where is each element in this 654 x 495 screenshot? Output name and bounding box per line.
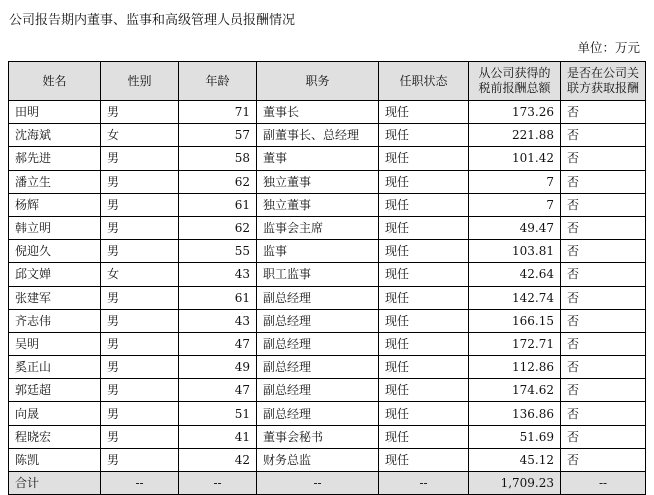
gender-cell: 男 [101, 448, 179, 471]
pay-cell: 101.42 [469, 147, 561, 170]
related-cell: 否 [561, 170, 646, 193]
total-label: 合计 [9, 472, 101, 495]
pay-cell: 174.62 [469, 379, 561, 402]
age-cell: 62 [179, 216, 257, 239]
related-cell: 否 [561, 332, 646, 355]
related-cell: 否 [561, 286, 646, 309]
status-cell: 现任 [379, 263, 469, 286]
name-cell: 向晟 [9, 402, 101, 425]
gender-cell: 男 [101, 170, 179, 193]
total-row [9, 472, 646, 495]
gender-cell: 男 [101, 193, 179, 216]
age-cell: 61 [179, 286, 257, 309]
pay-cell: 42.64 [469, 263, 561, 286]
gender-cell: 女 [101, 124, 179, 147]
age-cell: 41 [179, 425, 257, 448]
table-row [9, 379, 646, 402]
name-cell: 沈海斌 [9, 124, 101, 147]
total-status: -- [379, 472, 469, 495]
pay-cell: 136.86 [469, 402, 561, 425]
gender-cell: 男 [101, 147, 179, 170]
col-header-age: 年龄 [179, 62, 257, 101]
table-row [9, 263, 646, 286]
status-cell: 现任 [379, 402, 469, 425]
gender-cell: 男 [101, 286, 179, 309]
status-cell: 现任 [379, 286, 469, 309]
name-cell: 程晓宏 [9, 425, 101, 448]
pay-cell: 7 [469, 193, 561, 216]
position-cell: 独立董事 [257, 170, 379, 193]
pay-cell: 172.71 [469, 332, 561, 355]
age-cell: 61 [179, 193, 257, 216]
report-title: 公司报告期内董事、监事和高级管理人员报酬情况 [9, 13, 296, 28]
col-header-related-line2: 联方获取报酬 [567, 81, 640, 95]
table-row [9, 448, 646, 471]
col-header-status: 任职状态 [379, 62, 469, 101]
total-pay: 1,709.23 [469, 472, 561, 495]
gender-cell: 男 [101, 425, 179, 448]
status-cell: 现任 [379, 332, 469, 355]
age-cell: 57 [179, 124, 257, 147]
table-row [9, 356, 646, 379]
col-header-related [561, 62, 646, 101]
status-cell: 现任 [379, 124, 469, 147]
status-cell: 现任 [379, 216, 469, 239]
age-cell: 71 [179, 101, 257, 124]
age-cell: 47 [179, 332, 257, 355]
table-row [9, 332, 646, 355]
status-cell: 现任 [379, 379, 469, 402]
table-row [9, 193, 646, 216]
pay-cell: 221.88 [469, 124, 561, 147]
related-cell: 否 [561, 425, 646, 448]
position-cell: 副总经理 [257, 309, 379, 332]
position-cell: 副总经理 [257, 356, 379, 379]
gender-cell: 男 [101, 379, 179, 402]
table-row [9, 425, 646, 448]
pay-cell: 51.69 [469, 425, 561, 448]
name-cell: 郭廷超 [9, 379, 101, 402]
pay-cell: 49.47 [469, 216, 561, 239]
status-cell: 现任 [379, 193, 469, 216]
age-cell: 49 [179, 356, 257, 379]
col-header-name: 姓名 [9, 62, 101, 101]
related-cell: 否 [561, 263, 646, 286]
age-cell: 47 [179, 379, 257, 402]
related-cell: 否 [561, 379, 646, 402]
age-cell: 43 [179, 263, 257, 286]
gender-cell: 男 [101, 216, 179, 239]
position-cell: 副总经理 [257, 402, 379, 425]
status-cell: 现任 [379, 240, 469, 263]
related-cell: 否 [561, 124, 646, 147]
name-cell: 韩立明 [9, 216, 101, 239]
header-row [9, 62, 646, 101]
total-related: -- [561, 472, 646, 495]
status-cell: 现任 [379, 170, 469, 193]
total-gender: -- [101, 472, 179, 495]
pay-cell: 112.86 [469, 356, 561, 379]
gender-cell: 男 [101, 356, 179, 379]
name-cell: 杨辉 [9, 193, 101, 216]
table-row [9, 170, 646, 193]
position-cell: 监事 [257, 240, 379, 263]
col-header-related-line1: 是否在公司关 [567, 66, 640, 80]
pay-cell: 103.81 [469, 240, 561, 263]
name-cell: 田明 [9, 101, 101, 124]
compensation-table [8, 61, 646, 495]
table-row [9, 124, 646, 147]
position-cell: 职工监事 [257, 263, 379, 286]
position-cell: 董事会秘书 [257, 425, 379, 448]
age-cell: 55 [179, 240, 257, 263]
gender-cell: 男 [101, 332, 179, 355]
total-position: -- [257, 472, 379, 495]
total-age: -- [179, 472, 257, 495]
col-header-pay [469, 62, 561, 101]
table-row [9, 101, 646, 124]
col-header-gender: 性别 [101, 62, 179, 101]
name-cell: 邱文婵 [9, 263, 101, 286]
unit-label: 单位：万元 [577, 40, 640, 55]
col-header-pay-line2: 税前报酬总额 [478, 81, 551, 95]
name-cell: 陈凯 [9, 448, 101, 471]
name-cell: 张建军 [9, 286, 101, 309]
pay-cell: 142.74 [469, 286, 561, 309]
gender-cell: 女 [101, 263, 179, 286]
related-cell: 否 [561, 240, 646, 263]
position-cell: 副总经理 [257, 286, 379, 309]
age-cell: 51 [179, 402, 257, 425]
status-cell: 现任 [379, 448, 469, 471]
status-cell: 现任 [379, 309, 469, 332]
gender-cell: 男 [101, 309, 179, 332]
name-cell: 齐志伟 [9, 309, 101, 332]
position-cell: 副总经理 [257, 332, 379, 355]
position-cell: 董事 [257, 147, 379, 170]
position-cell: 独立董事 [257, 193, 379, 216]
name-cell: 吴明 [9, 332, 101, 355]
age-cell: 42 [179, 448, 257, 471]
position-cell: 副董事长、总经理 [257, 124, 379, 147]
age-cell: 58 [179, 147, 257, 170]
col-header-pay-line1: 从公司获得的 [478, 66, 551, 80]
table-row [9, 309, 646, 332]
name-cell: 潘立生 [9, 170, 101, 193]
pay-cell: 45.12 [469, 448, 561, 471]
table-row [9, 147, 646, 170]
pay-cell: 166.15 [469, 309, 561, 332]
name-cell: 郝先进 [9, 147, 101, 170]
status-cell: 现任 [379, 425, 469, 448]
col-header-position: 职务 [257, 62, 379, 101]
related-cell: 否 [561, 147, 646, 170]
pay-cell: 7 [469, 170, 561, 193]
gender-cell: 男 [101, 402, 179, 425]
table-row [9, 402, 646, 425]
table-row [9, 216, 646, 239]
related-cell: 否 [561, 216, 646, 239]
gender-cell: 男 [101, 240, 179, 263]
position-cell: 副总经理 [257, 379, 379, 402]
related-cell: 否 [561, 402, 646, 425]
gender-cell: 男 [101, 101, 179, 124]
position-cell: 财务总监 [257, 448, 379, 471]
age-cell: 43 [179, 309, 257, 332]
pay-cell: 173.26 [469, 101, 561, 124]
related-cell: 否 [561, 193, 646, 216]
name-cell: 奚正山 [9, 356, 101, 379]
name-cell: 倪迎久 [9, 240, 101, 263]
table-row [9, 286, 646, 309]
status-cell: 现任 [379, 147, 469, 170]
age-cell: 62 [179, 170, 257, 193]
related-cell: 否 [561, 448, 646, 471]
related-cell: 否 [561, 101, 646, 124]
status-cell: 现任 [379, 356, 469, 379]
related-cell: 否 [561, 356, 646, 379]
position-cell: 董事长 [257, 101, 379, 124]
status-cell: 现任 [379, 101, 469, 124]
table-row [9, 240, 646, 263]
related-cell: 否 [561, 309, 646, 332]
position-cell: 监事会主席 [257, 216, 379, 239]
